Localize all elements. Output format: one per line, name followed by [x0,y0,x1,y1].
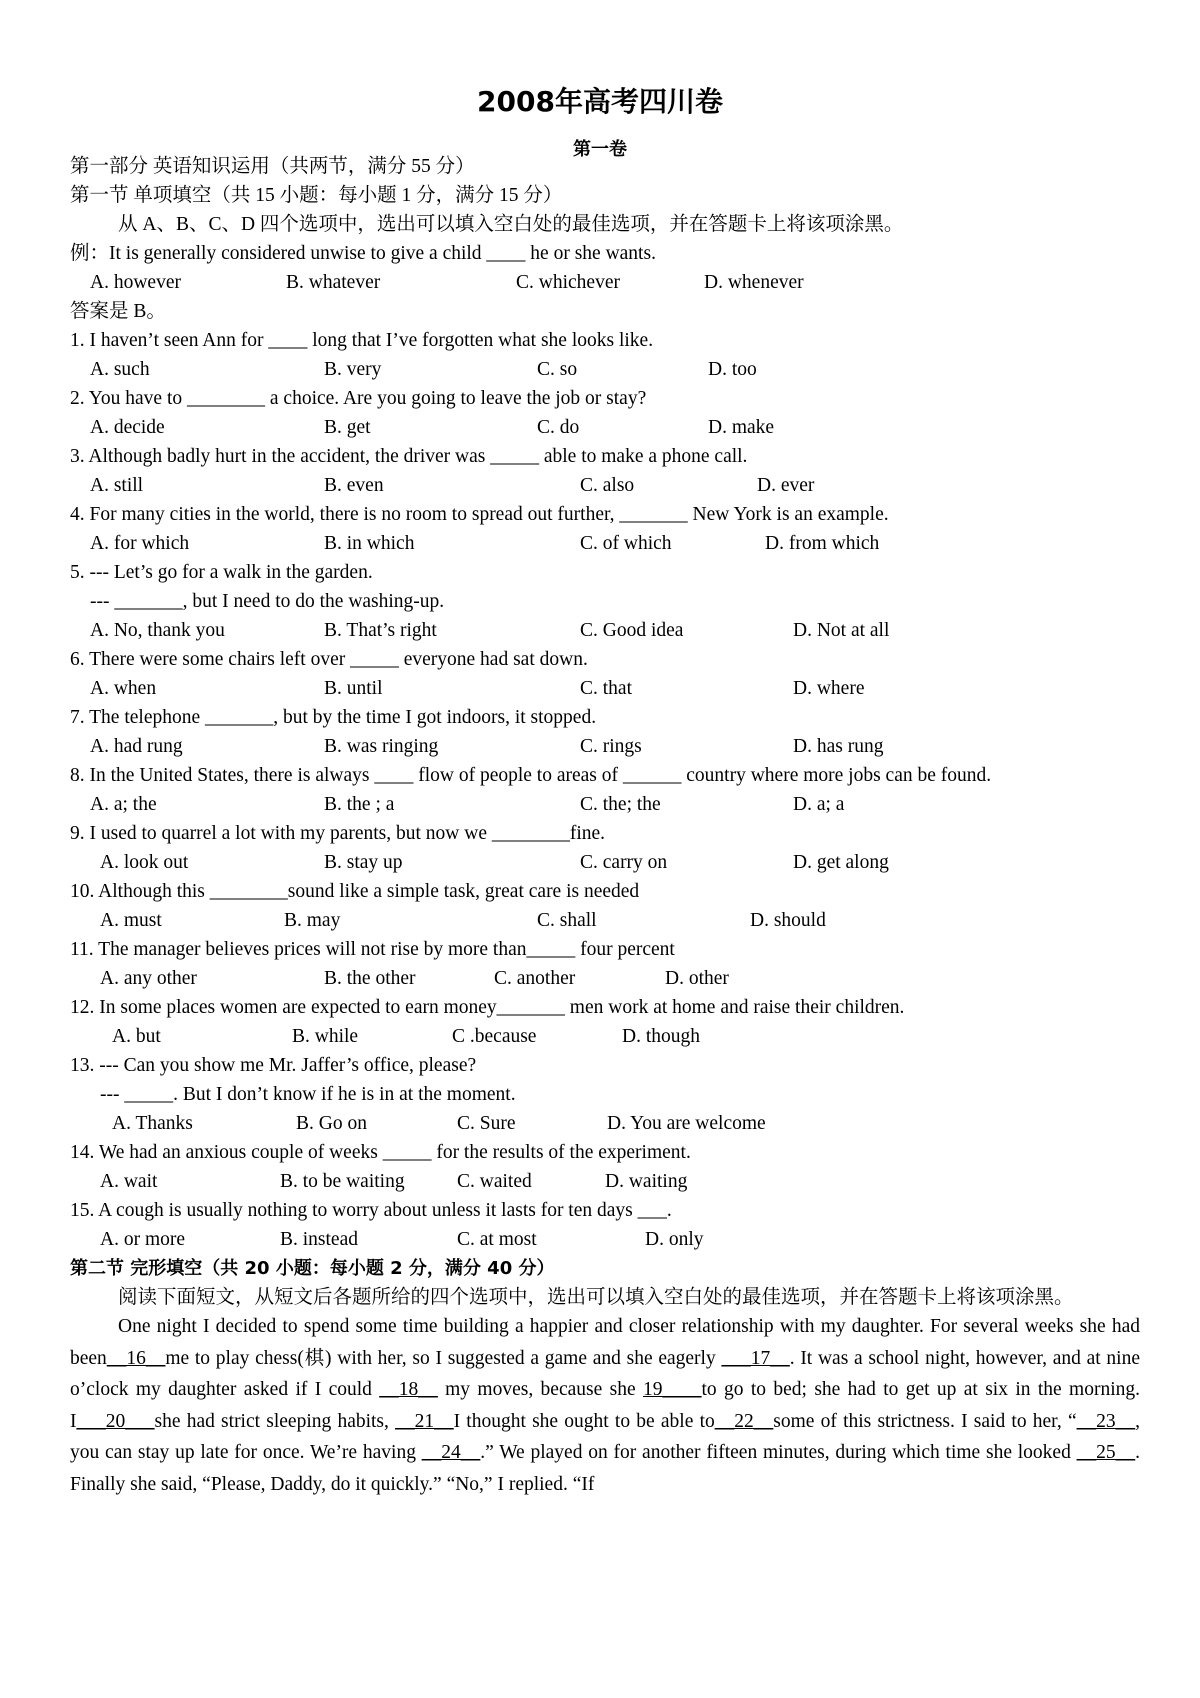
cloze-blank: ___17__ [721,1347,790,1369]
passage-text: my moves, because she [437,1379,643,1400]
option-d: D. whenever [704,272,804,293]
cloze-blank: 19____ [642,1379,702,1400]
option-b: B. the ; a [324,794,395,815]
option-b: B. to be waiting [280,1171,405,1192]
option-d: D. should [750,910,826,931]
option-b: B. until [324,678,383,699]
page-title: 2008年高考四川卷 [477,85,723,118]
option-b: B. instead [280,1229,358,1250]
option-d: D. other [665,968,729,989]
question-stem: 15. A cough is usually nothing to worry about unless it lasts for ten days ___. [70,1200,672,1221]
question-stem: 11. The manager believes prices will not rise by more than_____ four percent [70,939,675,960]
option-c: C. so [537,359,578,380]
question-stem-reply: --- _____. But I don’t know if he is in at the moment. [100,1084,516,1105]
option-a: A. for which [90,533,190,554]
cloze-blank: __18__ [379,1379,438,1400]
section2-instruction: 阅读下面短文，从短文后各题所给的四个选项中，选出可以填入空白处的最佳选项，并在答题卡上将该项涂黑。 [118,1287,1074,1308]
page-subtitle: 第一卷 [573,139,627,160]
option-a: A. had rung [90,736,183,757]
question-stem: 14. We had an anxious couple of weeks _____ for the results of the experiment. [70,1142,691,1163]
option-c: C. shall [537,910,597,931]
section1-heading: 第一节 单项填空（共 15 小题：每小题 1 分，满分 15 分） [70,185,563,206]
option-b: B. even [324,475,384,496]
option-d: D. make [708,417,775,438]
part-heading: 第一部分 英语知识运用（共两节，满分 55 分） [70,156,475,177]
option-a: A. still [90,475,144,496]
question-stem: 5. --- Let’s go for a walk in the garden. [70,562,373,583]
question-stem: 12. In some places women are expected to earn money_______ men work at home and raise their children. [70,997,905,1018]
question-stem: 7. The telephone _______, but by the time I got indoors, it stopped. [70,707,597,728]
option-a: A. or more [100,1229,186,1250]
option-a: A. when [90,678,157,699]
question-stem: 8. In the United States, there is always ____ flow of people to areas of ______ country where more jobs can be found. [70,765,992,786]
example-stem: 例：It is generally considered unwise to give a child ____ he or she wants. [70,243,656,264]
option-d: D. a; a [793,794,845,815]
option-d: D. ever [757,475,815,496]
passage-text: One night I decided to spend some time building a happier and closer relationship with my daughter. For several weeks she had been [70,1316,1140,1369]
option-c: C. of which [580,533,672,554]
cloze-blank: __16__ [106,1347,166,1369]
cloze-blank: ___20___ [76,1410,155,1432]
question-stem: 13. --- Can you show me Mr. Jaffer’s office, please? [70,1055,477,1076]
cloze-blank: __24__ [421,1442,481,1463]
option-a: A. Thanks [112,1113,193,1134]
passage-text: she had strict sleeping habits, [154,1410,396,1432]
option-c: C. Sure [457,1113,516,1134]
question-stem-reply: --- _______, but I need to do the washing-up. [90,591,445,612]
option-d: D. too [708,359,757,380]
option-b: B. may [284,910,341,931]
question-stem: 2. You have to ________ a choice. Are you going to leave the job or stay? [70,388,647,409]
option-d: D. waiting [605,1171,688,1192]
passage-text: . It was a school night, however, and at nine o’clock my daughter asked if I could [70,1347,1141,1400]
cloze-passage [70,1311,1140,1500]
option-c: C. at most [457,1229,537,1250]
question-stem: 6. There were some chairs left over _____ everyone had sat down. [70,649,588,670]
passage-text: I thought she ought to be able to [453,1410,715,1432]
question-stem: 9. I used to quarrel a lot with my parents, but now we ________fine. [70,823,606,844]
passage-text: .” We played on for another fifteen minutes, during which time she looked [480,1442,1077,1463]
cloze-blank: __23__ [1076,1410,1136,1432]
option-d: D. has rung [793,736,884,757]
option-b: B. That’s right [324,620,437,641]
option-a: A. decide [90,417,165,438]
option-a: A. a; the [90,794,157,815]
option-c: C. do [537,417,580,438]
option-d: D. where [793,678,865,699]
option-b: B. in which [324,533,415,554]
option-d: D. Not at all [793,620,890,641]
example-answer: 答案是 B。 [70,301,166,322]
option-d: D. only [645,1229,704,1250]
option-b: B. stay up [324,852,403,873]
question-stem: 4. For many cities in the world, there is no room to spread out further, _______ New York is an example. [70,504,889,525]
option-a: A. however [90,272,181,293]
option-a: A. wait [100,1171,158,1192]
option-d: D. though [622,1026,700,1047]
passage-text: , you can stay up late for once. We’re having [70,1410,1141,1463]
option-a: A. look out [100,852,189,873]
option-b: B. while [292,1026,359,1047]
option-c: C. the; the [580,794,661,815]
section2-heading: 第二节 完形填空（共 20 小题：每小题 2 分，满分 40 分） [70,1258,555,1279]
passage-text: . Finally she said, “Please, Daddy, do it quickly.” “No,” I replied. “If [70,1442,1140,1495]
option-c: C. rings [580,736,642,757]
option-d: D. You are welcome [607,1113,766,1134]
cloze-blank: __22__ [714,1410,774,1432]
option-c: C. waited [457,1171,532,1192]
cloze-blank: __25__ [1076,1442,1136,1463]
option-c: C. carry on [580,852,668,873]
passage-text: me to play chess(棋) with her, so I suggested a game and she eagerly [165,1347,722,1369]
option-c: C. also [580,475,635,496]
option-c: C .because [452,1026,537,1047]
question-stem: 1. I haven’t seen Ann for ____ long that I’ve forgotten what she looks like. [70,330,654,351]
option-b: B. Go on [296,1113,367,1134]
section1-instruction: 从 A、B、C、D 四个选项中，选出可以填入空白处的最佳选项，并在答题卡上将该项涂黑。 [118,214,904,235]
option-a: A. such [90,359,150,380]
option-b: B. the other [324,968,416,989]
option-d: D. get along [793,852,889,873]
option-b: B. whatever [286,272,381,293]
option-b: B. was ringing [324,736,439,757]
passage-text: some of this strictness. I said to her, “ [773,1410,1077,1432]
option-c: C. that [580,678,632,699]
option-b: B. very [324,359,382,380]
option-c: C. whichever [516,272,620,293]
passage-text: to go to bed; she had to get up at six in the morning. I [70,1379,1140,1432]
question-stem: 10. Although this ________sound like a simple task, great care is needed [70,881,640,902]
option-d: D. from which [765,533,880,554]
option-c: C. another [494,968,576,989]
option-a: A. but [112,1026,161,1047]
option-a: A. No, thank you [90,620,225,641]
option-b: B. get [324,417,371,438]
option-a: A. must [100,910,162,931]
cloze-blank: __21__ [395,1410,454,1432]
question-stem: 3. Although badly hurt in the accident, the driver was _____ able to make a phone call. [70,446,748,467]
option-c: C. Good idea [580,620,684,641]
option-a: A. any other [100,968,197,989]
